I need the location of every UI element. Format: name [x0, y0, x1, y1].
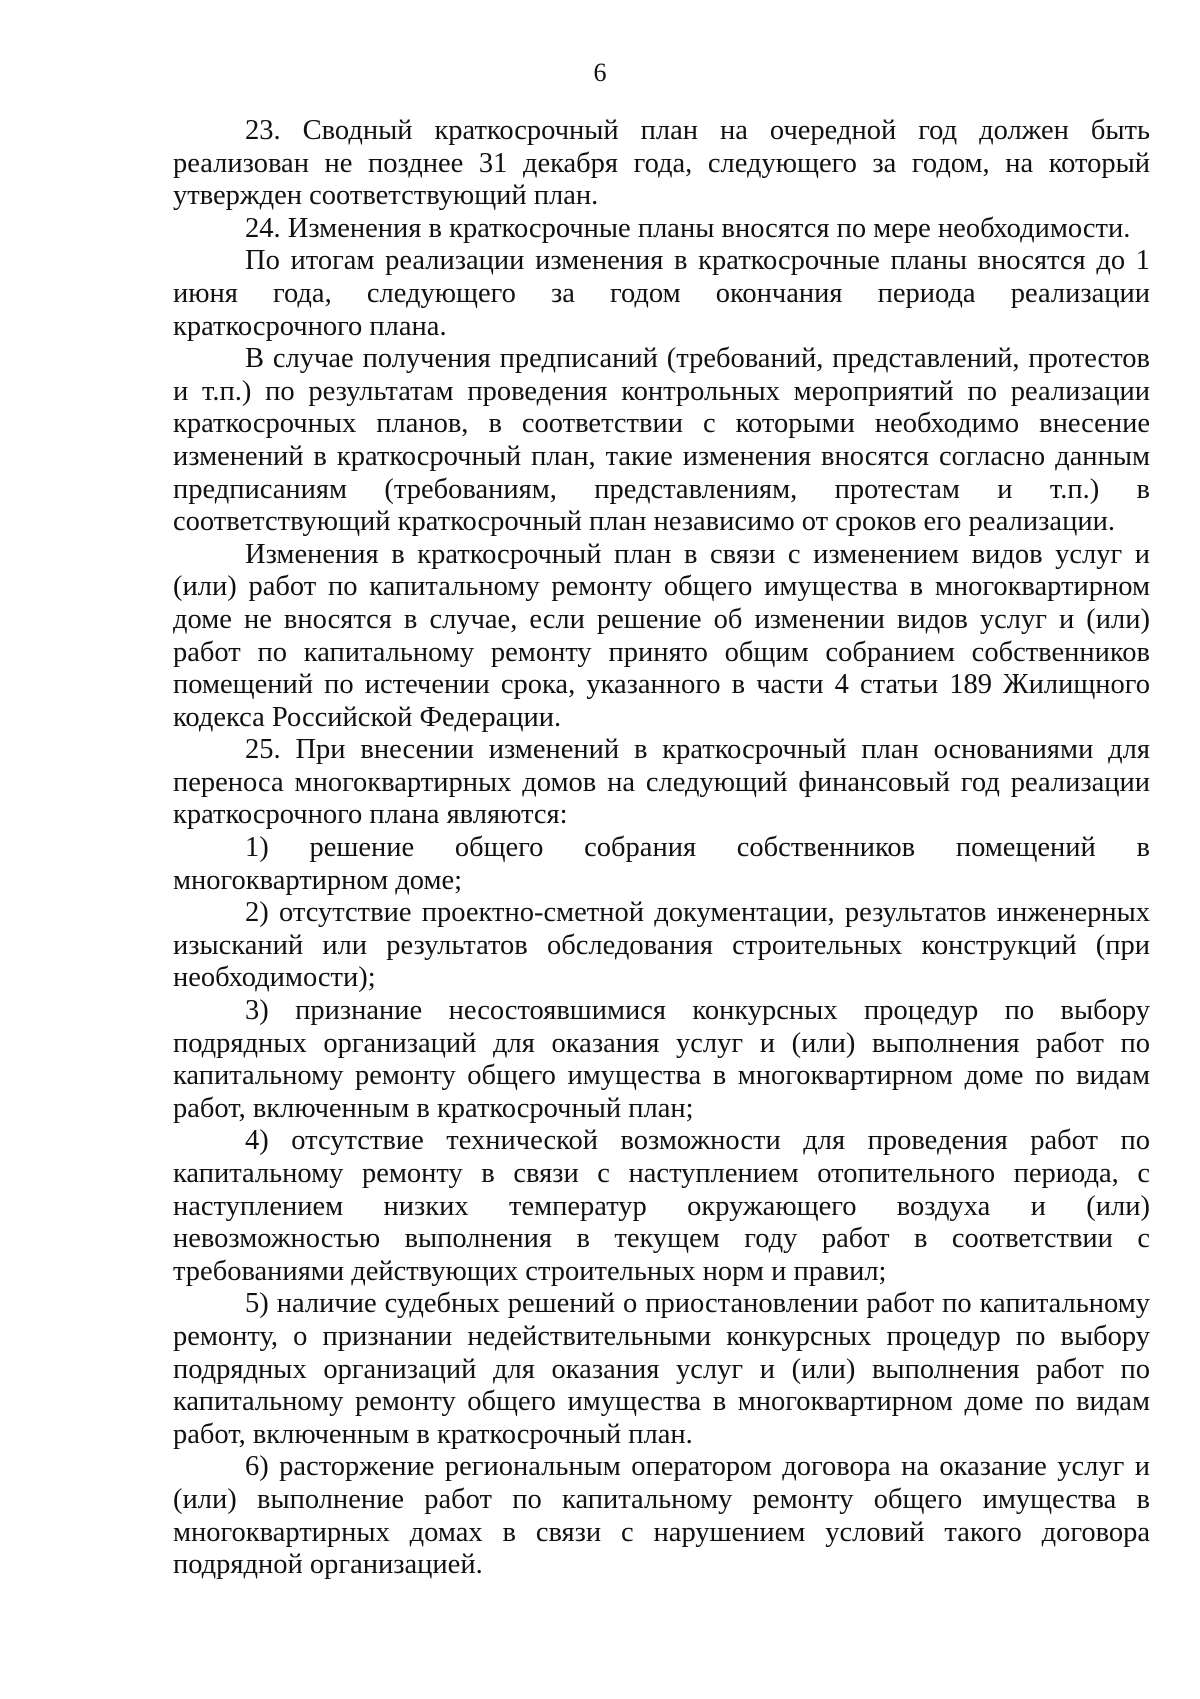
- paragraph-24-prescriptions: В случае получения предписаний (требований, представлений, протестов и т.п.) по результатам проведения контрольных мероприятий по реализации краткосрочных планов, в соответствии с которыми необходимо внесение изменений в краткосрочный план, такие изменения вносятся согласно данным предписаниям (требованиям, представлениям, протестам и т.п.) в соответствующий краткосрочный план независимо от сроков его реализации.: [173, 343, 1150, 538]
- list-item-4: 4) отсутствие технической возможности для проведения работ по капитальному ремонту в связи с наступлением отопительного периода, с наступлением низких температур окружающего воздуха и (или) невозможностью выполнения в текущем году работ в соответствии с требованиями действующих строительных норм и правил;: [173, 1125, 1150, 1287]
- paragraph-24-service-changes: Изменения в краткосрочный план в связи с изменением видов услуг и (или) работ по капитальному ремонту общего имущества в многоквартирном доме не вносятся в случае, если решение об изменении видов услуг и (или) работ по капитальному ремонту принято общим собранием собственников помещений по истечении срока, указанного в части 4 статьи 189 Жилищного кодекса Российской Федерации.: [173, 538, 1150, 733]
- document-body: [173, 115, 1150, 1582]
- list-item-1: 1) решение общего собрания собственников помещений в многоквартирном доме;: [173, 832, 1150, 896]
- paragraph-25: 25. При внесении изменений в краткосрочный план основаниями для переноса многоквартирных домов на следующий финансовый год реализации краткосрочного плана являются:: [173, 734, 1150, 831]
- list-item-3: 3) признание несостоявшимися конкурсных процедур по выбору подрядных организаций для оказания услуг и (или) выполнения работ по капитальному ремонту общего имущества в многоквартирном доме по видам работ, включенным в краткосрочный план;: [173, 995, 1150, 1124]
- paragraph-23: 23. Сводный краткосрочный план на очередной год должен быть реализован не позднее 31 декабря года, следующего за годом, на который утвержден соответствующий план.: [173, 115, 1150, 212]
- paragraph-24-deadline: По итогам реализации изменения в краткосрочные планы вносятся до 1 июня года, следующего за годом окончания периода реализации краткосрочного плана.: [173, 245, 1150, 342]
- list-item-5: 5) наличие судебных решений о приостановлении работ по капитальному ремонту, о признании недействительными конкурсных процедур по выбору подрядных организаций для оказания услуг и (или) выполнения работ по капитальному ремонту общего имущества в многоквартирном доме по видам работ, включенным в краткосрочный план.: [173, 1288, 1150, 1450]
- list-item-6: 6) расторжение региональным оператором договора на оказание услуг и (или) выполнение работ по капитальному ремонту общего имущества в многоквартирных домах в связи с нарушением условий такого договора подрядной организацией.: [173, 1451, 1150, 1581]
- page-number: 6: [593, 58, 607, 87]
- list-item-2: 2) отсутствие проектно-сметной документации, результатов инженерных изысканий или результатов обследования строительных конструкций (при необходимости);: [173, 897, 1150, 994]
- paragraph-24: 24. Изменения в краткосрочные планы вносятся по мере необходимости.: [245, 212, 1131, 244]
